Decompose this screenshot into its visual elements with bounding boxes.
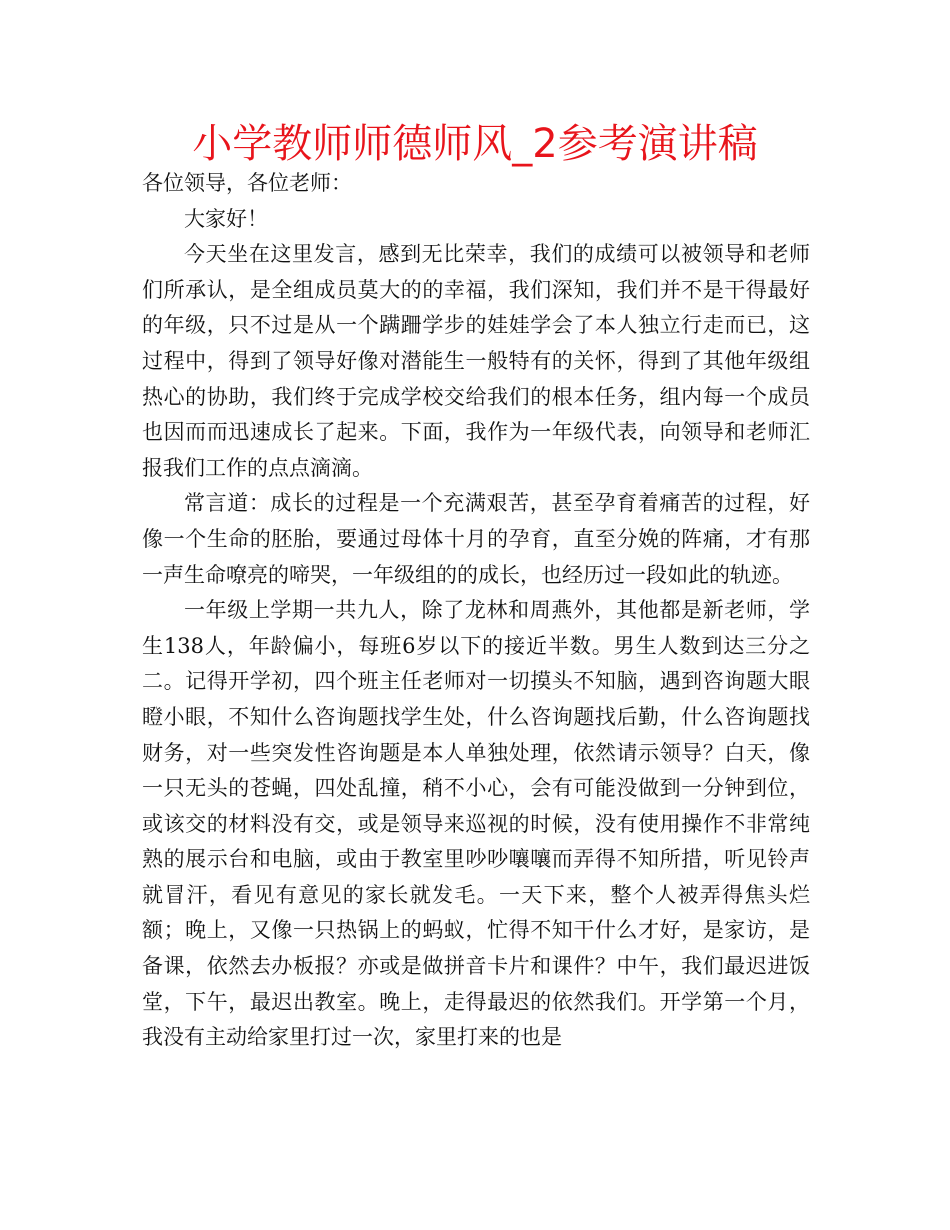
document-title: 小学教师师德师风_2参考演讲稿	[192, 121, 758, 167]
greeting: 大家好！	[184, 206, 268, 231]
body-paragraph: 常言道：成长的过程是一个充满艰苦，甚至孕育着痛苦的过程，好像一个生命的胚胎，要通过母体十月的孕育，直至分娩的阵痛，才有那一声生命嘹亮的啼哭，一年级组的的成长，也经历过一段如此的轨迹。	[142, 491, 810, 587]
body-paragraph: 今天坐在这里发言，感到无比荣幸，我们的成绩可以被领导和老师们所承认，是全组成员莫大的的幸福，我们深知，我们并不是干得最好的年级，只不过是从一个蹒跚学步的娃娃学会了本人独立行走而已，这过程中，得到了领导好像对潜能生一般特有的关怀，得到了其他年级组热心的协助，我们终于完成学校交给我们的根本任务，组内每一个成员也因而而迅速成长了起来。下面，我作为一年级代表，向领导和老师汇报我们工作的点点滴滴。	[142, 242, 810, 480]
salutation: 各位领导，各位老师：	[142, 171, 352, 195]
body-paragraph: 一年级上学期一共九人，除了龙林和周燕外，其他都是新老师，学生138人，年龄偏小，每班6岁以下的接近半数。男生人数到达三分之二。记得开学初，四个班主任老师对一切摸头不知脑，遇到咨询题大眼瞪小眼，不知什么咨询题找学生处，什么咨询题找后勤，什么咨询题找财务，对一些突发性咨询题是本人单独处理，依然请示领导？白天，像一只无头的苍蝇，四处乱撞，稍不小心，会有可能没做到一分钟到位，或该交的材料没有交，或是领导来巡视的时候，没有使用操作不非常纯熟的展示台和电脑，或由于教室里吵吵嚷嚷而弄得不知所措，听见铃声就冒汗，看见有意见的家长就发毛。一天下来，整个人被弄得焦头烂额；晚上，又像一只热锅上的蚂蚁，忙得不知干什么才好，是家访，是备课，依然去办板报？亦或是做拼音卡片和课件？中午，我们最迟进饭堂，下午，最迟出教室。晚上，走得最迟的依然我们。开学第一个月，我没有主动给家里打过一次，家里打来的也是	[142, 598, 810, 1050]
document-body	[142, 166, 810, 1056]
